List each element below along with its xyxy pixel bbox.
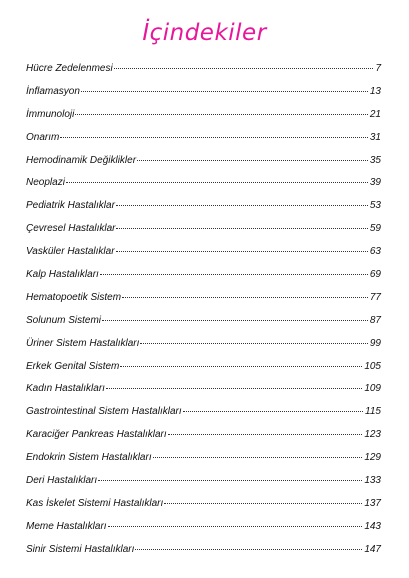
toc-entry-label: Kas İskelet Sistemi Hastalıkları bbox=[26, 497, 164, 509]
toc-entry-page: 105 bbox=[364, 360, 381, 372]
toc-entry-label: Endokrin Sistem Hastalıkları bbox=[26, 452, 152, 464]
toc-entry-hemodinamik bbox=[26, 155, 381, 178]
toc-entry-meme bbox=[26, 521, 381, 544]
dot-leader bbox=[102, 320, 368, 321]
toc-entry-label: Deri Hastalıkları bbox=[26, 475, 98, 487]
toc-entry-page: 129 bbox=[364, 452, 381, 464]
toc-entry-label: İnflamasyon bbox=[26, 85, 80, 97]
toc-entry-label: Hemodinamik Değiklikler bbox=[26, 154, 137, 166]
dot-leader bbox=[120, 366, 362, 367]
dot-leader bbox=[122, 297, 368, 298]
toc-entry-label: İmmunoloji bbox=[26, 108, 75, 120]
toc-entry-hucre-zedelenmesi bbox=[26, 63, 381, 86]
toc-entry-label: Üriner Sistem Hastalıkları bbox=[26, 337, 140, 349]
dot-leader bbox=[98, 480, 362, 481]
toc-entry-label: Kalp Hastalıkları bbox=[26, 269, 99, 281]
toc-entry-page: 133 bbox=[364, 475, 381, 487]
toc-entry-page: 13 bbox=[369, 85, 381, 97]
toc-entry-inflamasyon bbox=[26, 86, 381, 109]
dot-leader bbox=[137, 160, 368, 161]
toc-entry-page: 87 bbox=[369, 314, 381, 326]
toc-entry-hematopoetik bbox=[26, 292, 381, 315]
toc-entry-page: 31 bbox=[369, 131, 381, 143]
toc-entry-page: 59 bbox=[369, 223, 381, 235]
dot-leader bbox=[164, 503, 362, 504]
toc-entry-kas-iskelet bbox=[26, 498, 381, 521]
toc-entry-pediatrik bbox=[26, 200, 381, 223]
toc-entry-solunum bbox=[26, 315, 381, 338]
toc-entry-label: Karaciğer Pankreas Hastalıkları bbox=[26, 429, 167, 441]
toc-entry-page: 35 bbox=[369, 154, 381, 166]
toc-entry-page: 109 bbox=[364, 383, 381, 395]
dot-leader bbox=[116, 205, 368, 206]
toc-entry-page: 143 bbox=[364, 520, 381, 532]
toc-entry-erkek-genital bbox=[26, 361, 381, 384]
table-of-contents bbox=[26, 63, 381, 567]
toc-entry-page: 53 bbox=[369, 200, 381, 212]
toc-entry-label: Meme Hastalıkları bbox=[26, 520, 107, 532]
toc-entry-deri bbox=[26, 475, 381, 498]
toc-entry-label: Sinir Sistemi Hastalıkları bbox=[26, 543, 135, 555]
toc-entry-page: 147 bbox=[364, 543, 381, 555]
dot-leader bbox=[135, 549, 362, 550]
toc-entry-label: Hücre Zedelenmesi bbox=[26, 63, 113, 74]
toc-entry-neoplazi bbox=[26, 177, 381, 200]
dot-leader bbox=[116, 251, 368, 252]
toc-entry-page: 63 bbox=[369, 246, 381, 258]
toc-entry-immunoloji bbox=[26, 109, 381, 132]
page-title: İçindekiler bbox=[142, 20, 267, 46]
toc-entry-label: Erkek Genital Sistem bbox=[26, 360, 120, 372]
toc-entry-onarim bbox=[26, 132, 381, 155]
dot-leader bbox=[168, 434, 363, 435]
toc-entry-label: Solunum Sistemi bbox=[26, 314, 102, 326]
toc-entry-label: Çevresel Hastalıklar bbox=[26, 223, 116, 235]
dot-leader bbox=[183, 411, 363, 412]
toc-entry-vaskuler bbox=[26, 246, 381, 269]
toc-entry-page: 123 bbox=[364, 429, 381, 441]
toc-entry-label: Pediatrik Hastalıklar bbox=[26, 200, 115, 212]
toc-entry-page: 99 bbox=[369, 337, 381, 349]
toc-entry-sinir bbox=[26, 544, 381, 567]
dot-leader bbox=[114, 68, 374, 69]
toc-entry-page: 39 bbox=[369, 177, 381, 189]
toc-entry-endokrin bbox=[26, 452, 381, 475]
dot-leader bbox=[108, 526, 363, 527]
dot-leader bbox=[81, 91, 368, 92]
dot-leader bbox=[153, 457, 363, 458]
dot-leader bbox=[116, 228, 367, 229]
toc-entry-page: 69 bbox=[369, 269, 381, 281]
toc-entry-page: 137 bbox=[364, 497, 381, 509]
toc-entry-label: Vasküler Hastalıklar bbox=[26, 246, 115, 258]
dot-leader bbox=[75, 114, 368, 115]
toc-entry-page: 77 bbox=[369, 291, 381, 303]
toc-entry-label: Hematopoetik Sistem bbox=[26, 291, 122, 303]
toc-entry-label: Kadın Hastalıkları bbox=[26, 383, 105, 395]
toc-entry-kalp bbox=[26, 269, 381, 292]
toc-entry-label: Neoplazi bbox=[26, 177, 65, 189]
dot-leader bbox=[66, 182, 368, 183]
toc-entry-page: 21 bbox=[369, 108, 381, 120]
dot-leader bbox=[106, 388, 362, 389]
dot-leader bbox=[100, 274, 368, 275]
toc-entry-page: 115 bbox=[365, 406, 381, 418]
toc-entry-page: 7 bbox=[375, 63, 381, 74]
toc-entry-label: Gastrointestinal Sistem Hastalıkları bbox=[26, 406, 182, 418]
toc-entry-karaciger bbox=[26, 429, 381, 452]
toc-entry-kadin bbox=[26, 383, 381, 406]
toc-entry-cevresel bbox=[26, 223, 381, 246]
dot-leader bbox=[60, 137, 368, 138]
toc-entry-uriner bbox=[26, 338, 381, 361]
toc-entry-gastrointestinal bbox=[26, 406, 381, 429]
toc-entry-label: Onarım bbox=[26, 131, 60, 143]
dot-leader bbox=[140, 343, 368, 344]
